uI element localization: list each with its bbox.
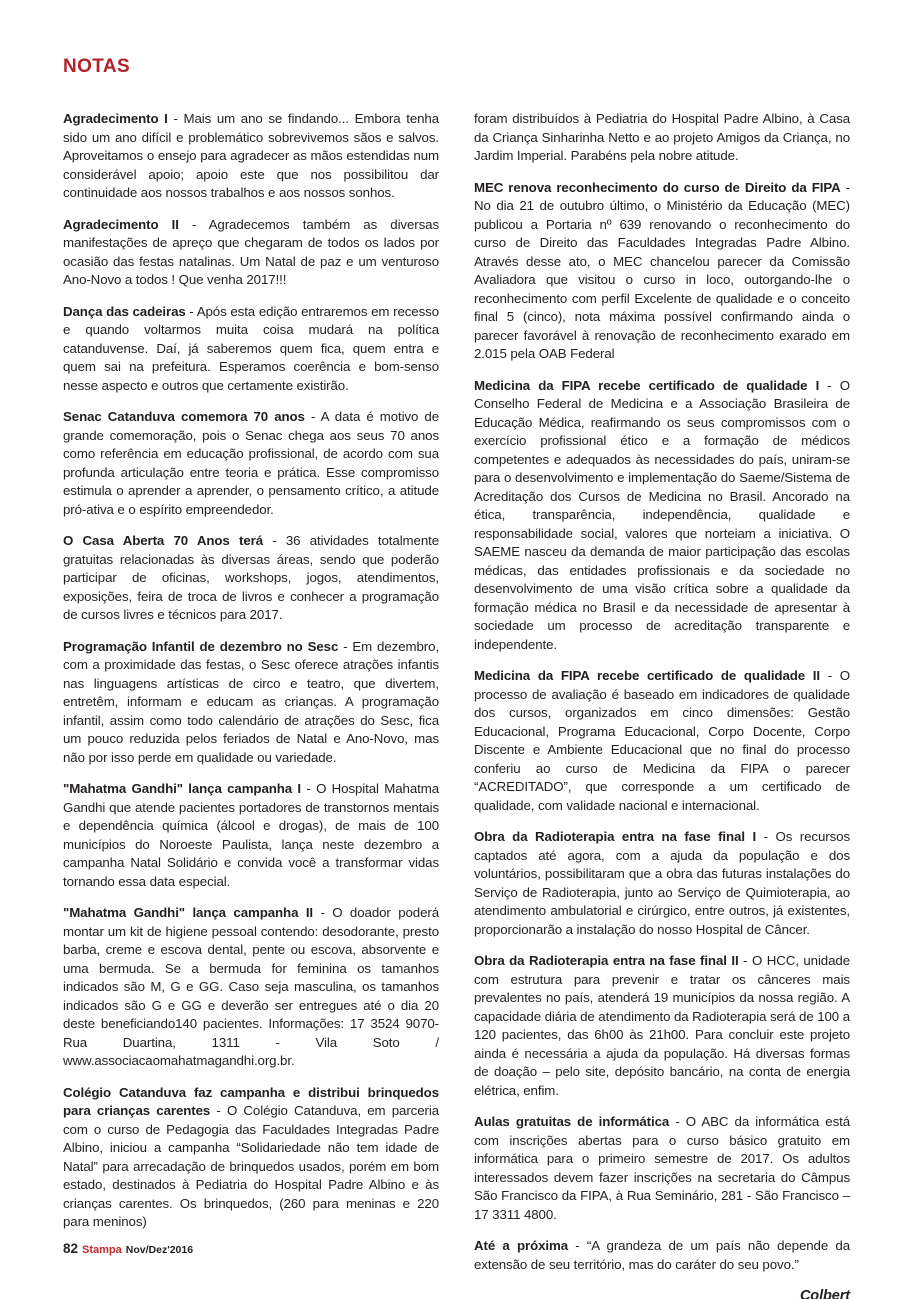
note-lead: MEC renova reconhecimento do curso de Direito da FIPA xyxy=(474,179,841,195)
note-text: - A data é motivo de grande comemoração, pois o Senac chega aos seus 70 anos como referência em educação profissional, de acordo com sua profunda articulação entre teoria e prática. Esse compromisso estimula o aprender a aprender, o pensamento crítico, a atitude pró-ativa e o espírito empreendedor. xyxy=(63,409,440,517)
note-lead: Obra da Radioterapia entra na fase final I xyxy=(474,829,757,844)
note-text: - No dia 21 de outubro último, o Ministério da Educação (MEC) publicou a Portaria nº 639 renovando o reconhecimento do curso de Direito das Faculdades Integradas Padre Albino. Através desse ato, o MEC chancelou parecer da Comissão Avaliadora que visitou o curso in loco, outorgando-lhe o reconhecimento com perfil Excelente de qualidade e o conceito final 5 (cinco), nota máxima possível confirmando ainda o parecer favorável à renovação de reconhecimento exarado em 2.015 pela OAB Federal xyxy=(474,179,850,361)
page-footer xyxy=(63,1241,193,1256)
note-lead: "Mahatma Gandhi" lança campanha I xyxy=(63,781,302,796)
left-column xyxy=(63,110,439,1299)
note-lead: Colégio Catanduva faz campanha e distribui brinquedos para crianças carentes xyxy=(63,1084,439,1118)
note-paragraph xyxy=(474,179,850,364)
note-text: - O doador poderá montar um kit de higiene pessoal contendo: desodorante, presto barba, creme e escova dental, pente ou escova, absorvente e uma bermuda. Se a bermuda for feminina os tamanhos indicados são M, G e GG. Caso seja masculina, os tamanhos indicados são G e GG e deverão ser entregues até o dia 20 deste beneficiando140 pacientes. Informações: 17 3524 9070- Rua Duartina, 1311 - Vila Soto / www.associacaomahatmagandhi.org.br. xyxy=(63,905,439,1068)
note-paragraph xyxy=(63,408,439,519)
note-lead: Medicina da FIPA recebe certificado de qualidade I xyxy=(474,377,820,393)
note-paragraph xyxy=(63,904,439,1071)
note-paragraph xyxy=(474,667,850,815)
note-lead: Agradecimento I xyxy=(63,111,168,126)
note-lead: Até a próxima xyxy=(474,1238,569,1253)
note-paragraph xyxy=(63,110,439,203)
note-text: - O Hospital Mahatma Gandhi que atende pacientes portadores de transtornos mentais e dependência química (álcool e drogas), de mais de 100 municípios do Noroeste Paulista, lança neste dezembro a campanha Natal Solidário e convida você a transformar vidas tornando essa data especial. xyxy=(63,781,439,889)
note-lead: "Mahatma Gandhi" lança campanha II xyxy=(63,905,314,920)
text-columns xyxy=(63,110,850,1299)
note-lead: Obra da Radioterapia entra na fase final II xyxy=(474,953,739,968)
note-lead: Agradecimento II xyxy=(63,216,179,232)
quote-author: Colbert xyxy=(799,1288,850,1299)
note-text: - Os recursos captados até agora, com a ajuda da população e dos voluntários, possibilitaram que a obra das futuras instalações do Serviço de Radioterapia, junto ao Serviço de Quimioterapia, ao atendimento ambulatorial e cirúrgico, entre outros, já existentes, proporcionarão a instalação do nosso Hospital de Câncer. xyxy=(474,829,850,937)
note-paragraph xyxy=(474,952,850,1100)
note-paragraph xyxy=(63,1084,439,1232)
note-paragraph xyxy=(474,1237,850,1274)
note-text: - “A grandeza de um país não depende da extensão de seu território, mas do caráter do seu povo.” xyxy=(474,1238,851,1272)
note-paragraph xyxy=(63,638,439,768)
note-text: - O Conselho Federal de Medicina e a Associação Brasileira de Educação Médica, reafirmando os seus compromissos com o exercício profissional ético e a formação de médicos competentes e adequados às necessidades do país, uniram-se para o desenvolvimento e implementação do Saeme/Sistema de Acreditação dos Cursos de Medicina no Brasil. Ancorado na ética, transparência, independência, qualidade e responsabilidade social, valores que norteiam a iniciativa. O SAEME nasceu da demanda de maior participação das escolas médicas, das entidades profissionais e da sociedade no desenvolvimento de uma visão crítica sobre a qualidade da formação médica no Brasil e da necessidade de apresentar à sociedade um processo de acreditação transparente e independente. xyxy=(474,377,850,652)
issue-date: Nov/Dez'2016 xyxy=(125,1244,194,1256)
note-text: - O processo de avaliação é baseado em indicadores de qualidade dos cursos, organizados em cinco dimensões: Gestão Educacional, Programa Educacional, Corpo Docente, Corpo Discente e Ambiente Educacional que no final do processo conferiu ao curso de Medicina da FIPA o parecer “ACREDITADO”, que corresponde a um certificado de qualidade, com validade nacional e internacional. xyxy=(474,668,851,813)
note-text: - O ABC da informática está com inscrições abertas para o curso básico gratuito em informática para o primeiro semestre de 2017. Os adultos interessados devem fazer inscrições na secretaria do Câmpus São Francisco da FIPA, à Rua Seminário, 281 - São Francisco – 17 3311 4800. xyxy=(474,1114,851,1222)
note-paragraph xyxy=(474,828,850,939)
note-lead: Programação Infantil de dezembro no Sesc xyxy=(63,638,339,654)
note-paragraph xyxy=(474,110,850,166)
note-lead: Aulas gratuitas de informática xyxy=(474,1114,670,1129)
note-lead: Senac Catanduva comemora 70 anos xyxy=(63,409,305,424)
note-paragraph xyxy=(63,303,439,396)
note-lead: Medicina da FIPA recebe certificado de qualidade II xyxy=(474,668,820,683)
note-text: - 36 atividades totalmente gratuitas relacionadas às diversas áreas, sendo que poderão participar de oficinas, workshops, jogos, atendimentos, exposições, feira de troca de livros e conhecer a programação de cursos livres e técnicos para 2017. xyxy=(63,533,440,622)
note-text: - O Colégio Catanduva, em parceria com o curso de Pedagogia das Faculdades Integradas Padre Albino, iniciou a campanha “Solidariedade não tem idade de Natal” para arrecadação de brinquedos usados, porém em bom estado, destinados à Pediatria do Hospital Padre Albino e às crianças carentes. Os brinquedos, (260 para meninas e 220 para meninos) xyxy=(63,1103,439,1229)
note-lead: O Casa Aberta 70 Anos terá xyxy=(63,533,263,548)
note-paragraph xyxy=(63,532,439,625)
note-text: - Mais um ano se findando... Embora tenha sido um ano difícil e problemático sobrevivemos sãos e salvos. Aproveitamos o ensejo para agradecer as mãos estendidas num considerável apoio; apoio este que nos possibilitou dar continuidade aos nossos trabalhos e aos nossos sonhos. xyxy=(63,111,439,200)
note-lead: Dança das cadeiras xyxy=(63,303,186,319)
right-column xyxy=(474,110,850,1299)
magazine-name: Stampa xyxy=(82,1244,122,1256)
note-paragraph xyxy=(474,1113,850,1224)
note-text: - Após esta edição entraremos em recesso e quando voltarmos muita coisa mudará na política catanduvense. Daí, já saberemos quem fica, quem entra e quem sai na prefeitura. Esperamos coerência e bom-senso nesse aspecto e outros que certamente existirão. xyxy=(63,303,439,393)
note-text: - O HCC, unidade com estrutura para prevenir e tratar os cânceres mais prevalentes no país, atenderá 19 municípios da nossa região. A capacidade diária de atendimento da Radioterapia será de 100 a 120 pacientes, das 6h00 às 21h00. Para concluir este projeto ainda é necessária a ajuda da população. Há diversas formas de doação – pelo site, depósito bancário, na conta de energia elétrica, enfim. xyxy=(474,953,850,1098)
page-title: NOTAS xyxy=(63,56,131,77)
note-text: - Em dezembro, com a proximidade das festas, o Sesc oferece atrações infantis nas linguagens artísticas de circo e teatro, que divertem, entretêm, informam e educam as crianças. A programação infantil, assim como todo calendário de atrações do Sesc, fica um pouco reduzida pelos feriados de Natal e Ano-Novo, mas não por isso perde em qualidade ou variedade. xyxy=(63,638,439,765)
note-text: foram distribuídos à Pediatria do Hospital Padre Albino, à Casa da Criança Sinharinha Netto e ao projeto Amigos da Criança, no Jardim Imperial. Parabéns pela nobre atitude. xyxy=(474,111,850,163)
note-paragraph xyxy=(63,780,439,891)
page-number: 82 xyxy=(63,1241,79,1256)
note-text: - Agradecemos também as diversas manifestações de apreço que chegaram de todos os lados por ocasião das festas natalinas. Um Natal de paz e um venturoso Ano-Novo a todos ! Que venha 2017!!! xyxy=(63,216,439,287)
note-paragraph xyxy=(63,216,439,290)
note-paragraph xyxy=(474,377,850,655)
